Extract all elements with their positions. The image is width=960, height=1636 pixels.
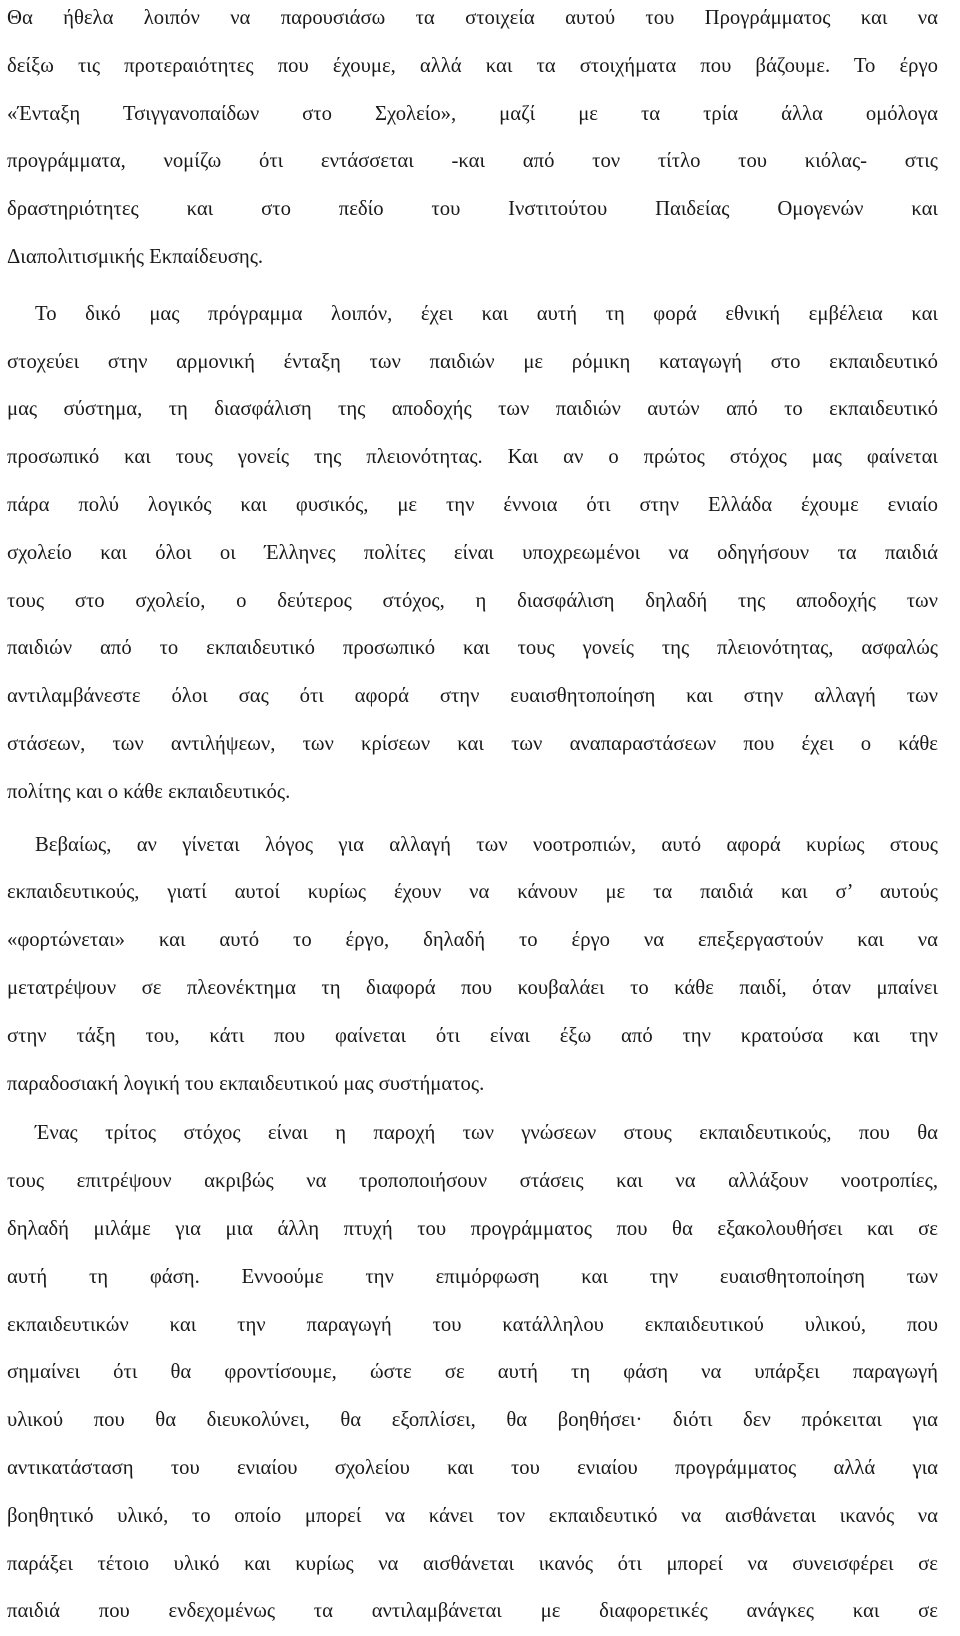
text-line: δείξω τις προτεραιότητες που έχουμε, αλλά και τα στοιχήματα που βάζουμε. Το έργο <box>7 54 938 77</box>
text-line: «φορτώνεται» και αυτό το έργο, δηλαδή το έργο να επεξεργαστούν και να <box>7 929 938 952</box>
text-line: Βεβαίως, αν γίνεται λόγος για αλλαγή των νοοτροπιών, αυτό αφορά κυρίως στους <box>35 833 938 856</box>
text-line: παράξει τέτοιο υλικό και κυρίως να αισθάνεται ικανός ότι μπορεί να συνεισφέρει σε <box>7 1552 938 1575</box>
text-line: μετατρέψουν σε πλεονέκτημα τη διαφορά που κουβαλάει το κάθε παιδί, όταν μπαίνει <box>7 976 938 999</box>
text-line: πολίτης και ο κάθε εκπαιδευτικός. <box>7 780 291 803</box>
text-line: στην τάξη του, κάτι που φαίνεται ότι είναι έξω από την κρατούσα και την <box>7 1024 938 1047</box>
text-line: παιδιά που ενδεχομένως τα αντιλαμβάνεται με διαφορετικές ανάγκες και σε <box>7 1600 938 1623</box>
text-line: υλικού που θα διευκολύνει, θα εξοπλίσει, θα βοηθήσει· διότι δεν πρόκειται για <box>7 1409 938 1432</box>
text-line: εκπαιδευτικούς, γιατί αυτοί κυρίως έχουν να κάνουν με τα παιδιά και σ’ αυτούς <box>7 881 938 904</box>
text-line: «Ένταξη Τσιγγανοπαίδων στο Σχολείο», μαζί με τα τρία άλλα ομόλογα <box>7 102 938 125</box>
text-line: εκπαιδευτικών και την παραγωγή του κατάλληλου εκπαιδευτικού υλικού, που <box>7 1313 938 1336</box>
text-line: σημαίνει ότι θα φροντίσουμε, ώστε σε αυτή τη φάση να υπάρξει παραγωγή <box>7 1361 938 1384</box>
text-line: Το δικό μας πρόγραμμα λοιπόν, έχει και αυτή τη φορά εθνική εμβέλεια και <box>35 302 938 325</box>
text-line: Θα ήθελα λοιπόν να παρουσιάσω τα στοιχεία αυτού του Προγράμματος και να <box>7 7 938 29</box>
text-line: στάσεων, των αντιλήψεων, των κρίσεων και των αναπαραστάσεων που έχει ο κάθε <box>7 732 938 755</box>
text-line: παιδιών από το εκπαιδευτικό προσωπικό και τους γονείς της πλειονότητας, ασφαλώς <box>7 637 938 660</box>
text-line: μας σύστημα, τη διασφάλιση της αποδοχής των παιδιών αυτών από το εκπαιδευτικό <box>7 398 938 421</box>
paragraph-3 <box>7 822 938 1109</box>
text-line: Ένας τρίτος στόχος είναι η παροχή των γνώσεων στους εκπαιδευτικούς, που θα <box>35 1122 938 1145</box>
text-line: στοχεύει στην αρμονική ένταξη των παιδιών με ρόμικη καταγωγή στο εκπαιδευτικό <box>7 350 938 373</box>
paragraph-1 <box>7 0 938 282</box>
paragraph-2 <box>7 291 938 817</box>
text-line: προγράμματα, νομίζω ότι εντάσσεται -και από τον τίτλο του κιόλας- στις <box>7 150 938 173</box>
text-line: αντικατάσταση του ενιαίου σχολείου και του ενιαίου προγράμματος αλλά για <box>7 1456 938 1479</box>
text-line: πάρα πολύ λογικός και φυσικός, με την έννοια ότι στην Ελλάδα έχουμε ενιαίο <box>7 493 938 516</box>
document-body <box>7 0 938 1625</box>
text-line: Διαπολιτισμικής Εκπαίδευσης. <box>7 245 264 268</box>
text-line: σχολείο και όλοι οι Έλληνες πολίτες είναι υποχρεωμένοι να οδηγήσουν τα παιδιά <box>7 541 938 564</box>
text-line: παραδοσιακή λογική του εκπαιδευτικού μας συστήματος. <box>7 1072 485 1095</box>
text-line: δηλαδή μιλάμε για μια άλλη πτυχή του προγράμματος που θα εξακολουθήσει και σε <box>7 1217 938 1240</box>
text-line: αυτή τη φάση. Εννοούμε την επιμόρφωση και την ευαισθητοποίηση των <box>7 1265 938 1288</box>
text-line: αντιλαμβάνεστε όλοι σας ότι αφορά στην ευαισθητοποίηση και στην αλλαγή των <box>7 685 938 708</box>
text-line: δραστηριότητες και στο πεδίο του Ινστιτούτου Παιδείας Ομογενών και <box>7 198 938 221</box>
text-line: προσωπικό και τους γονείς της πλειονότητας. Και αν ο πρώτος στόχος μας φαίνεται <box>7 446 938 469</box>
text-line: τους επιτρέψουν ακριβώς να τροποποιήσουν στάσεις και να αλλάξουν νοοτροπίες, <box>7 1170 938 1193</box>
text-line: τους στο σχολείο, ο δεύτερος στόχος, η διασφάλιση δηλαδή της αποδοχής των <box>7 589 938 612</box>
paragraph-4 <box>7 1110 938 1636</box>
text-line: βοηθητικό υλικό, το οποίο μπορεί να κάνει τον εκπαιδευτικό να αισθάνεται ικανός να <box>7 1504 938 1527</box>
